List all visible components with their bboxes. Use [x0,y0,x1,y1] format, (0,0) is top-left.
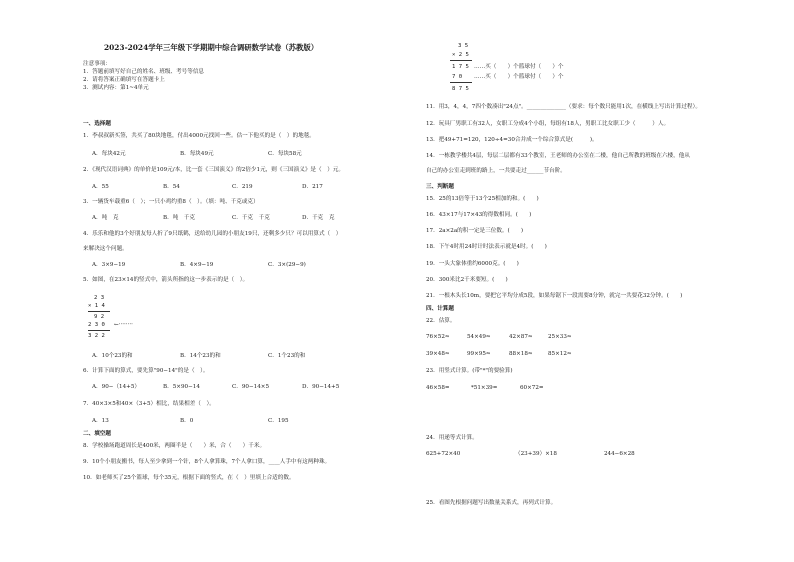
question-17: 17．2a×2a的积一定是三位数。( ) [426,228,524,234]
q7-option-c: C．195 [268,418,289,424]
q5-calc-line4: 2 3 0 [88,322,105,328]
question-10: 10．如老师买了25个篮球，每个35元，根据下面的竖式，在（ ）里填上合适的数。 [83,475,295,481]
page-title: 2023-2024学年三年级下学期期中综合调研数学试卷（苏教版） [104,43,319,52]
q10-calc-line2: × 2 5 [452,52,469,58]
q22-item-3: 42×87≈ [509,334,533,340]
q10-calc-line4: 7 0 [452,74,463,80]
q22-item-8: 85×12≈ [548,351,572,357]
q2-option-b: B．54 [163,184,180,190]
question-11: 11．用3，4，4，7四个数凑出"24点"。______________（要求：每个数只能用1次，在横线上写出计算过程）。 [426,104,701,110]
section-heading-calc: 四、计算题 [426,306,454,312]
q22-item-5: 39×48≈ [426,351,450,357]
q5-option-b: B．14个23的和 [180,353,221,359]
question-4-line2: 来解决这个问题。 [83,246,128,252]
q22-item-4: 25×33≈ [548,334,572,340]
q3-option-c: C．千克 千克 [232,215,270,221]
notes-heading: 注意事项： [83,61,111,67]
question-18: 18．下午4时用24时计时法表示就是4时。( ) [426,244,547,250]
q1-option-c: C．每块58元 [268,151,302,157]
question-19: 19．一头大象体重约6000克。( ) [426,261,519,267]
question-14-line2: 自己的办公室走到班的路上，一共要走过______节台阶。 [426,168,566,174]
q7-option-a: A．13 [92,418,109,424]
q22-item-6: 99×95≈ [467,351,491,357]
q23-item-3: 60×72= [520,385,544,391]
q4-option-c: C．3×(29−9) [268,262,306,268]
q2-option-d: D．217 [302,184,323,190]
q10-calc-rule-1 [450,60,472,61]
q6-option-d: D．90−14+5 [302,384,340,390]
q10-calc-line1: 3 5 [458,43,469,49]
q5-option-a: A．10个23的和 [92,353,133,359]
q10-calc-line5: 8 7 5 [452,86,469,92]
q10-note-1: ……买（ ）个篮球付（ ）个 [474,64,564,70]
question-13: 13．把49+71=120，120÷4=30合并成一个综合算式是( )。 [426,137,598,143]
note-2: 2．请将答案正确填写在答题卡上 [83,77,165,83]
q22-item-2: 54×49≈ [467,334,491,340]
question-5: 5．如图，在23×14的竖式中，箭头所指的这一步表示的是（ ）。 [83,277,249,283]
q23-item-1: 46×58= [426,385,450,391]
q3-option-a: A．吨 克 [92,215,119,221]
q2-option-a: A．55 [92,184,109,190]
q24-item-2: （23+39）×18 [515,451,557,457]
question-2: 2．《现代汉语词典》的单价是109元/本，比一套《三国演义》的2倍少1元，则《三国演义》是（ ）元。 [83,167,344,173]
q5-calc-line3: 9 2 [94,314,105,320]
section-heading-choice: 一、选择题 [83,121,111,127]
section-heading-fill: 二、填空题 [83,431,111,437]
q3-option-d: D．千克 克 [302,215,335,221]
question-21: 21．一根木头长10m，要把它平均分成5段，如果每锯下一段需要8分钟，就完一共要花32分钟。( ) [426,293,683,299]
q2-option-c: C．219 [232,184,253,190]
q23-item-2: *51×39= [471,385,498,391]
q6-option-c: C．90−14×5 [232,384,270,390]
question-3: 3．一辆货车载重6（ ）；一只小鸡约重8（ ）。（填：吨、千克或克） [83,199,259,205]
q5-calc-line5: 3 2 2 [88,333,105,339]
q4-option-a: A．3×9−19 [92,262,126,268]
q5-arrow: ←········ [114,322,133,328]
question-16: 16．43×17与17×43的得数相同。( ) [426,212,532,218]
q1-option-b: B．每块49元 [180,151,214,157]
q6-option-b: B．5×90−14 [163,384,200,390]
q24-item-3: 244−6×28 [604,451,635,457]
q3-option-b: B．吨 千克 [163,215,196,221]
q10-calc-line3: 1 7 5 [452,64,469,70]
q6-option-a: A．90−（14+5） [92,384,140,390]
question-22: 22．估算。 [426,318,456,324]
q7-option-b: B．0 [180,418,194,424]
question-14-line1: 14．一栋教学楼共4层，每层二层都有33个教室，王老师的办公室在二楼，他自己所教的班级在六楼，他从 [426,153,690,159]
question-1: 1．李叔叔新买签，共买了80块地毯，付出4000元找回一些。估一下他买的是（ ）的地毯。 [83,133,315,139]
question-12: 12．玩具厂男职工有32人，女职工分成4个小组，每组有18人，男职工比女职工少（ ）人。 [426,121,670,127]
question-25: 25．看图先根据问题写出数量关系式，再列式计算。 [426,500,557,506]
q22-item-1: 76×52≈ [426,334,450,340]
q5-calc-line2: × 1 4 [88,303,105,309]
q5-calc-rule-2 [88,330,110,331]
section-heading-judge: 三、判断题 [426,184,454,190]
question-6: 6．计算下面的算式，要先算"90−14"的是（ ）。 [83,368,209,374]
question-8: 8．学校操场跑道周长是400米，两圈半是（ ）米，合（ ）千米。 [83,443,266,449]
question-7: 7．40×3×5和40×（3+5）相比，结果相差（ ）。 [83,401,215,407]
question-4-line1: 4．乐乐和他的3个好朋友每人折了9只纸鹤，送给幼儿园的小朋友19只，还剩多少只？可以用算式（ ） [83,231,342,237]
note-1: 1．答题前填写好自己的姓名、班级、考号等信息 [83,69,205,75]
q24-item-1: 625+72×40 [426,451,461,457]
q10-calc-rule-2 [450,82,472,83]
q5-calc-line1: 2 3 [94,295,105,301]
q5-calc-rule-1 [88,311,110,312]
q5-option-c: C．1个23的和 [268,353,306,359]
note-3: 3．测试内容：第1~4单元 [83,85,149,91]
question-15: 15．25的13倍等于13个25相加的和。( ) [426,196,539,202]
question-9: 9．10个小朋友搬书，每人至少拿到一个针，8个人拿算珠，7个人拿口算，____人手中有这两种珠。 [83,459,331,465]
q1-option-a: A．每块42元 [92,151,126,157]
question-24: 24．用递等式计算。 [426,435,478,441]
q10-note-2: ……买（ ）个篮球付（ ）个 [474,74,564,80]
question-23: 23．用竖式计算。(带"*"的要验算) [426,368,513,374]
question-20: 20．300米比2千米要短。( ) [426,277,508,283]
q4-option-b: B．4×9−19 [180,262,214,268]
q22-item-7: 88×18≈ [509,351,533,357]
